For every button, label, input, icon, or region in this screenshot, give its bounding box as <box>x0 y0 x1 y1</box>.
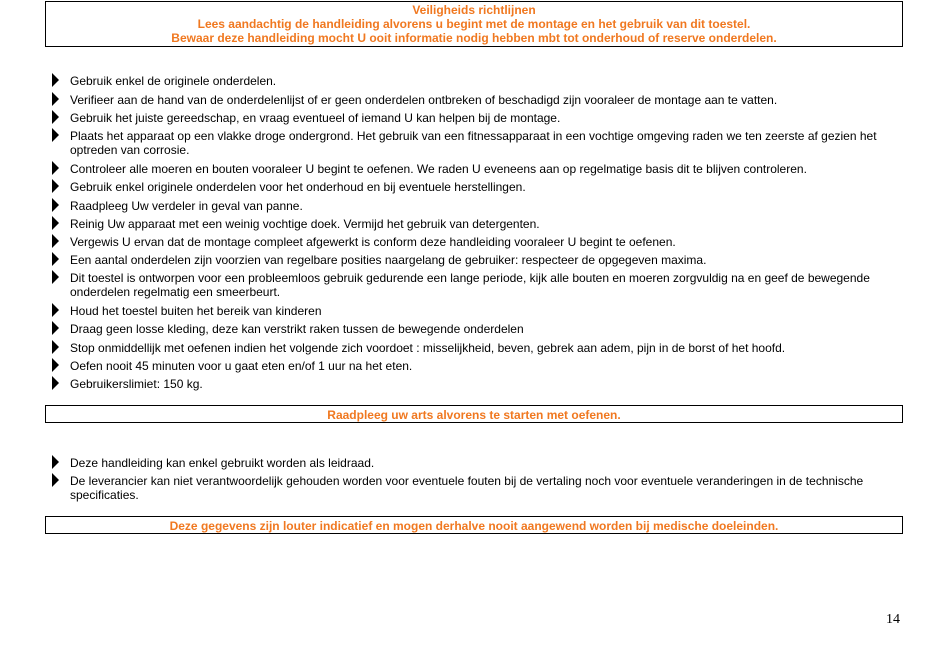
disclaimer-item-text: Deze handleiding kan enkel gebruikt worden als leidraad. <box>70 456 375 470</box>
safety-item <box>52 129 908 157</box>
triangle-right-icon <box>52 376 59 390</box>
disclaimer-item-text: De leverancier kan niet verantwoordelijk gehouden worden voor eventuele fouten bij de vertaling noch voor eventuele veranderingen in de technische specificaties. <box>70 474 864 502</box>
safety-item-text: Plaats het apparaat op een vlakke droge ondergrond. Het gebruik van een fitnessapparaat in een vochtige omgeving raden we ten zeerste af gezien het optreden van corrosie. <box>70 129 877 157</box>
safety-item <box>52 253 908 267</box>
safety-item <box>52 322 908 336</box>
triangle-right-icon <box>52 161 59 175</box>
safety-item-text: Gebruik enkel de originele onderdelen. <box>70 74 277 88</box>
safety-item <box>52 235 908 249</box>
triangle-right-icon <box>52 110 59 124</box>
disclaimer-item <box>52 474 908 502</box>
safety-item-text: Gebruikerslimiet: 150 kg. <box>70 377 203 391</box>
notice-text: Raadpleeg uw arts alvorens te starten met oefenen. <box>327 408 621 422</box>
medical-disclaimer-box <box>45 516 903 534</box>
header-title: Veiligheids richtlijnen <box>412 3 536 17</box>
triangle-right-icon <box>52 128 59 142</box>
safety-item <box>52 111 908 125</box>
safety-item <box>52 180 908 194</box>
triangle-right-icon <box>52 216 59 230</box>
triangle-right-icon <box>52 358 59 372</box>
page-number: 14 <box>886 612 900 627</box>
safety-item-text: Gebruik het juiste gereedschap, en vraag eventueel of iemand U kan helpen bij de montage. <box>70 111 561 125</box>
safety-item <box>52 377 908 391</box>
safety-item <box>52 217 908 231</box>
triangle-right-icon <box>52 73 59 87</box>
safety-item <box>52 162 908 176</box>
safety-item <box>52 341 908 355</box>
safety-item-text: Verifieer aan de hand van de onderdelenlijst of er geen onderdelen ontbreken of beschadigd zijn vooraleer de montage aan te vatten. <box>70 93 778 107</box>
disclaimer-item <box>52 456 908 470</box>
triangle-right-icon <box>52 92 59 106</box>
safety-item <box>52 199 908 213</box>
safety-item <box>52 93 908 107</box>
safety-item-text: Oefen nooit 45 minuten voor u gaat eten en/of 1 uur na het eten. <box>70 359 413 373</box>
triangle-right-icon <box>52 234 59 248</box>
safety-item <box>52 304 908 318</box>
medical-disclaimer-text: Deze gegevens zijn louter indicatief en mogen derhalve nooit aangewend worden bij medische doeleinden. <box>169 519 779 533</box>
safety-item <box>52 359 908 373</box>
safety-item-text: Dit toestel is ontworpen voor een probleemloos gebruik gedurende een lange periode, kijk alle bouten en moeren zorgvuldig na en geef de bewegende onderdelen regelmatig een smeerbeurt. <box>70 271 870 299</box>
safety-item-text: Reinig Uw apparaat met een weinig vochtige doek. Vermijd het gebruik van detergenten. <box>70 217 540 231</box>
safety-item-text: Vergewis U ervan dat de montage compleet afgewerkt is conform deze handleiding vooraleer U begint te oefenen. <box>70 235 676 249</box>
triangle-right-icon <box>52 179 59 193</box>
triangle-right-icon <box>52 473 59 487</box>
safety-item-text: Stop onmiddellijk met oefenen indien het volgende zich voordoet : misselijkheid, beven, gebrek aan adem, pijn in de borst of het hoofd. <box>70 341 786 355</box>
safety-item-text: Controleer alle moeren en bouten vooraleer U begint te oefenen. We raden U eveneens aan op regelmatige basis dit te blijven controleren. <box>70 162 807 176</box>
header-instruction-keep: Bewaar deze handleiding mocht U ooit informatie nodig hebben mbt tot onderhoud of reserve onderdelen. <box>171 31 777 45</box>
header-instruction-read: Lees aandachtig de handleiding alvorens u begint met de montage en het gebruik van dit toestel. <box>197 17 751 31</box>
header-box <box>45 1 903 47</box>
triangle-right-icon <box>52 321 59 335</box>
triangle-right-icon <box>52 340 59 354</box>
safety-item-text: Houd het toestel buiten het bereik van kinderen <box>70 304 322 318</box>
triangle-right-icon <box>52 270 59 284</box>
notice-box <box>45 405 903 423</box>
safety-item <box>52 74 908 88</box>
triangle-right-icon <box>52 303 59 317</box>
safety-item-text: Raadpleeg Uw verdeler in geval van panne. <box>70 199 303 213</box>
safety-item-text: Een aantal onderdelen zijn voorzien van regelbare posities naargelang de gebruiker: respecteer de opgegeven maxima. <box>70 253 707 267</box>
safety-item <box>52 271 908 299</box>
triangle-right-icon <box>52 252 59 266</box>
safety-item-text: Gebruik enkel originele onderdelen voor het onderhoud en bij eventuele herstellingen. <box>70 180 526 194</box>
safety-item-text: Draag geen losse kleding, deze kan verstrikt raken tussen de bewegende onderdelen <box>70 322 524 336</box>
triangle-right-icon <box>52 198 59 212</box>
triangle-right-icon <box>52 455 59 469</box>
